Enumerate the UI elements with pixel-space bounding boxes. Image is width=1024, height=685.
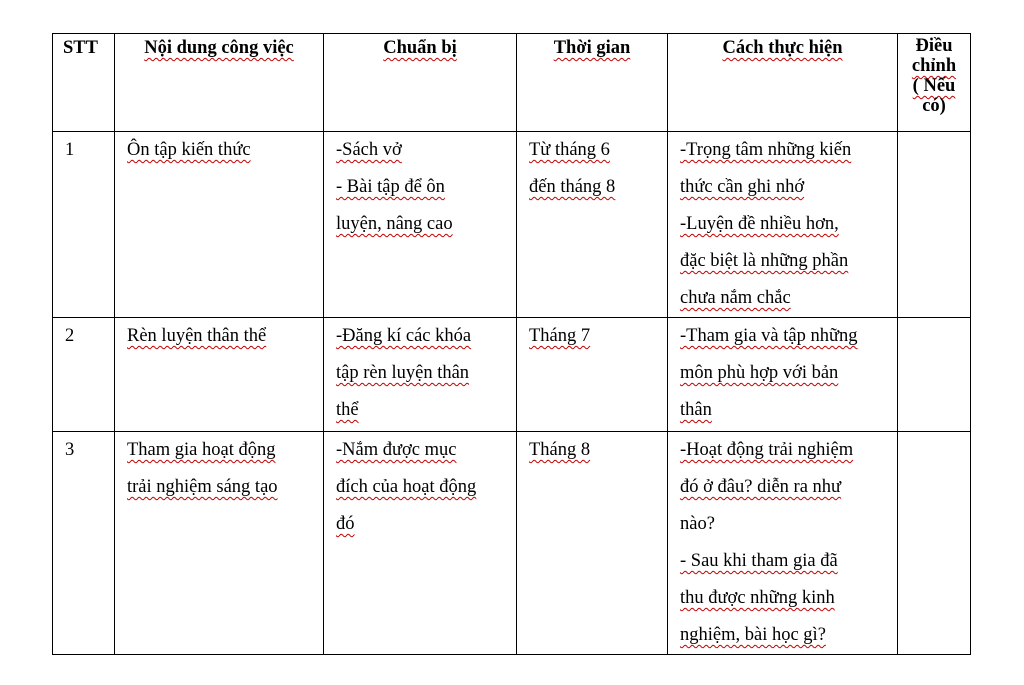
header-adjust: Điều chỉnh ( Nếu có)	[898, 34, 971, 132]
cell-stt: 3	[53, 432, 115, 655]
header-content: Nội dung công việc	[115, 34, 324, 132]
cell-method: -Hoạt động trải nghiệm đó ở đâu? diễn ra như nào? - Sau khi tham gia đã thu được những kinh nghiệm, bài học gì?	[668, 432, 898, 655]
table-row	[53, 318, 971, 432]
cell-adjust	[898, 318, 971, 432]
cell-content: Ôn tập kiến thức	[115, 132, 324, 318]
header-prepare: Chuẩn bị	[324, 34, 517, 132]
header-method: Cách thực hiện	[668, 34, 898, 132]
cell-adjust	[898, 432, 971, 655]
cell-content: Rèn luyện thân thể	[115, 318, 324, 432]
cell-prepare: -Sách vở - Bài tập để ôn luyện, nâng cao	[324, 132, 517, 318]
plan-table	[52, 33, 971, 655]
cell-stt: 1	[53, 132, 115, 318]
header-time: Thời gian	[517, 34, 668, 132]
table-row	[53, 432, 971, 655]
cell-time: Tháng 7	[517, 318, 668, 432]
cell-adjust	[898, 132, 971, 318]
header-stt: STT	[53, 34, 115, 132]
cell-time: Từ tháng 6 đến tháng 8	[517, 132, 668, 318]
cell-content: Tham gia hoạt động trải nghiệm sáng tạo	[115, 432, 324, 655]
cell-time: Tháng 8	[517, 432, 668, 655]
cell-method: -Trọng tâm những kiến thức cần ghi nhớ -Luyện đề nhiều hơn, đặc biệt là những phần chưa nắm chắc	[668, 132, 898, 318]
header-row	[53, 34, 971, 132]
table-row	[53, 132, 971, 318]
cell-prepare: -Nắm được mục đích của hoạt động đó	[324, 432, 517, 655]
cell-prepare: -Đăng kí các khóa tập rèn luyện thân thể	[324, 318, 517, 432]
cell-stt: 2	[53, 318, 115, 432]
cell-method: -Tham gia và tập những môn phù hợp với bản thân	[668, 318, 898, 432]
